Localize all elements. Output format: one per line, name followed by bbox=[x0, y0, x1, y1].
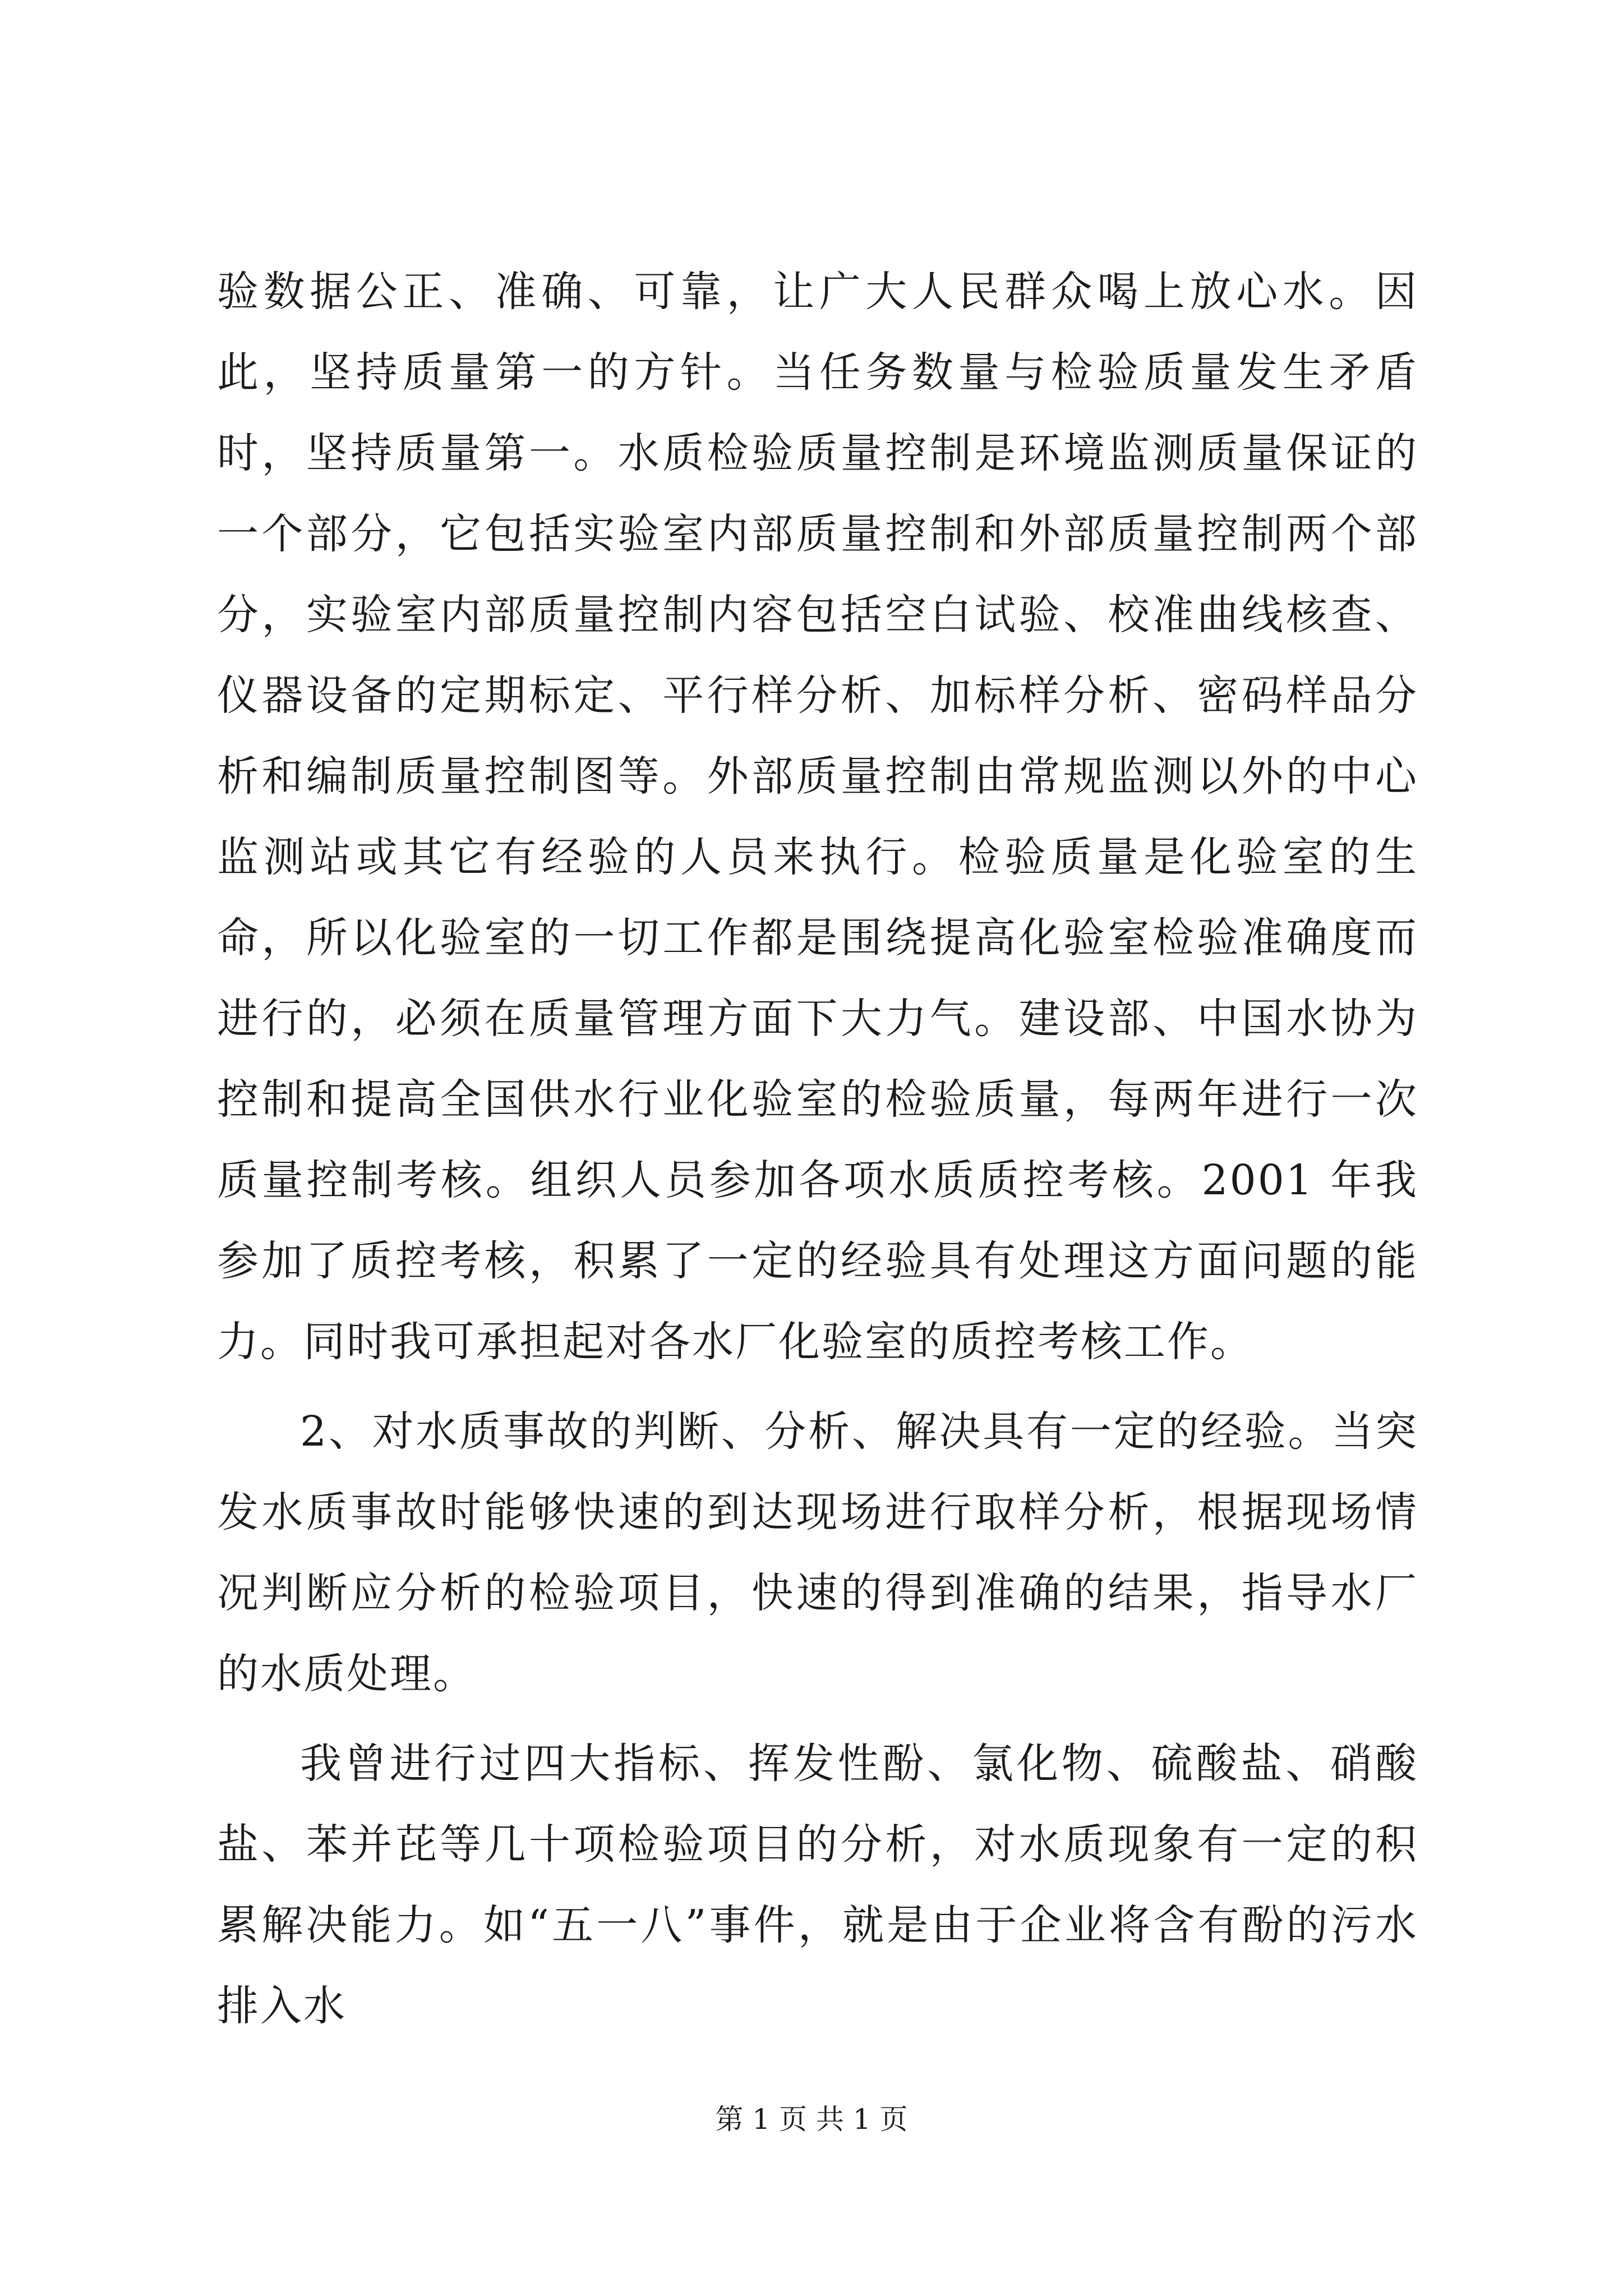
page-number-label: 第 1 页 共 1 页 bbox=[715, 2103, 908, 2136]
document-body bbox=[217, 251, 1418, 2046]
page-footer bbox=[0, 2097, 1623, 2137]
paragraph-item-2: 2、对水质事故的判断、分析、解决具有一定的经验。当突发水质事故时能够快速的到达现场进行取样分析，根据现场情况判断应分析的检验项目，快速的得到准确的结果，指导水厂的水质处理。 bbox=[217, 1407, 1418, 1698]
paragraph-experience: 我曾进行过四大指标、挥发性酚、氯化物、硫酸盐、硝酸盐、苯并芘等几十项检验项目的分析，对水质现象有一定的积累解决能力。如“五一八”事件，就是由于企业将含有酚的污水排入水 bbox=[217, 1740, 1418, 2030]
paragraph-continued: 验数据公正、准确、可靠，让广大人民群众喝上放心水。因此，坚持质量第一的方针。当任务数量与检验质量发生矛盾时，坚持质量第一。水质检验质量控制是环境监测质量保证的一个部分，它包括实验室内部质量控制和外部质量控制两个部分，实验室内部质量控制内容包括空白试验、校准曲线核查、仪器设备的定期标定、平行样分析、加标样分析、密码样品分析和编制质量控制图等。外部质量控制由常规监测以外的中心监测站或其它有经验的人员来执行。检验质量是化验室的生命，所以化验室的一切工作都是围绕提高化验室检验准确度而进行的，必须在质量管理方面下大力气。建设部、中国水协为控制和提高全国供水行业化验室的检验质量，每两年进行一次质量控制考核。组织人员参加各项水质质控考核。2001 年我参加了质控考核，积累了一定的经验具有处理这方面问题的能力。同时我可承担起对各水厂化验室的质控考核工作。 bbox=[217, 268, 1418, 1366]
